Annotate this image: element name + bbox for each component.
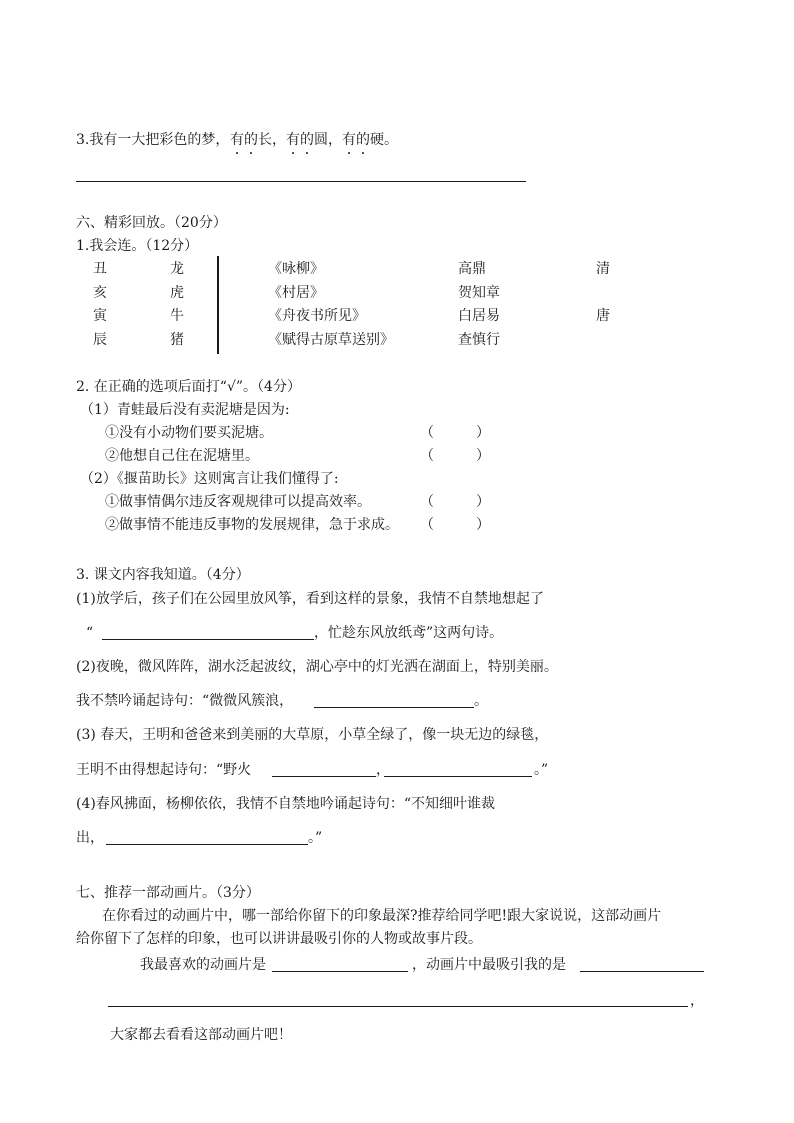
section-7-attraction-label: ，动画片中最吸引我的是 [412,957,566,973]
zodiac-left-4: 辰 [93,332,107,348]
q5-3-stress-3: 有的 [342,132,370,148]
q6-3-item-1: (1)放学后，孩子们在公园里放风筝，看到这样的景象，我情不自禁地想起了 [76,591,544,607]
zodiac-right-3: 牛 [170,308,184,324]
q6-3-item-3b-end: 。” [534,762,549,778]
q6-3-item-4b-end: 。” [308,830,323,846]
answer-line-long[interactable] [108,1006,688,1007]
zodiac-right-4: 猪 [170,332,184,348]
q5-3-start: 3.我有一大把彩色的梦， [76,132,230,148]
q6-2-option-2b: ②做事情不能违反事物的发展规律，急于求成。 [105,517,399,533]
zodiac-left-3: 寅 [93,308,107,324]
q6-3-item-4: (4)春风拂面，杨柳依依，我情不自禁地吟诵起诗句：“不知细叶谁裁 [76,796,495,812]
zodiac-right-1: 龙 [170,261,184,277]
q5-3-stress-2: 有的 [286,132,314,148]
emphasis-dot [362,152,364,154]
poem-title-1: 《咏柳》 [268,261,324,277]
answer-paren[interactable]: （ ） [420,494,490,510]
q6-2-title: 2. 在正确的选项后面打“√”。（4分） [76,379,301,395]
poet-1: 高鼎 [458,261,486,277]
zodiac-left-1: 丑 [93,261,107,277]
dynasty-1: 清 [596,261,610,277]
answer-line[interactable] [314,707,474,708]
answer-paren[interactable]: （ ） [420,517,490,533]
emphasis-dot [292,152,294,154]
section-7-closing: 大家都去看看这部动画片吧！ [110,1027,292,1043]
q6-3-title: 3. 课文内容我知道。（4分） [76,567,250,583]
answer-paren[interactable]: （ ） [420,425,490,441]
section-7-intro-1: 在你看过的动画片中，哪一部给你留下的印象最深?推荐给同学吧!跟大家说说，这部动画片 [102,908,662,924]
emphasis-dot [250,152,252,154]
section-7-comma: ， [690,993,704,1009]
poem-title-4: 《赋得古原草送别》 [268,332,394,348]
answer-line[interactable] [272,776,376,777]
poem-title-3: 《舟夜书所见》 [268,308,366,324]
q6-2-part-1: （1）青蛙最后没有卖泥塘是因为: [80,402,290,418]
answer-line[interactable] [106,844,308,845]
q5-3-word-3: 硬。 [370,132,398,148]
q6-3-item-3: (3) 春天，王明和爸爸来到美丽的大草原，小草全绿了，像一块无边的绿毯， [76,727,549,743]
q6-2-option-1a: ①没有小动物们要买泥塘。 [105,425,273,441]
q6-3-item-2: (2)夜晚，微风阵阵，湖水泛起波纹，湖心亭中的灯光洒在湖面上，特别美丽。 [76,659,558,675]
dynasty-2: 唐 [596,308,610,324]
q6-2-option-1b: ②他想自己住在泥塘里。 [105,448,259,464]
q6-3-item-2b-end: 。 [474,693,488,709]
emphasis-dot [236,152,238,154]
q6-3-item-3b-comma: ， [376,762,390,778]
section-7-favorite-label: 我最喜欢的动画片是 [140,957,266,973]
q6-3-item-4b: 出， [76,830,104,846]
section-7-title: 七、推荐一部动画片。（3分） [76,885,260,901]
answer-line[interactable] [102,639,314,640]
q5-3-stress-1: 有的 [230,132,258,148]
q5-3-word-2: 圆， [314,132,342,148]
answer-line-q5-3[interactable] [76,181,526,182]
section-6-title: 六、精彩回放。（20分） [76,215,227,231]
q5-3-word-1: 长， [258,132,286,148]
q6-2-part-2: （2）《揠苗助长》这则寓言让我们懂得了: [80,471,339,487]
answer-line-attraction[interactable] [580,971,704,972]
poem-title-2: 《村居》 [268,285,324,301]
poet-2: 贺知章 [458,285,500,301]
zodiac-right-2: 虎 [170,285,184,301]
matching-divider [217,256,219,354]
q6-3-item-2b: 我不禁吟诵起诗句：“微微风簇浪， [76,693,294,709]
q6-3-item-1-open: “ [86,625,94,641]
poet-3: 白居易 [458,308,500,324]
q6-2-option-2a: ①做事情偶尔违反客观规律可以提高效率。 [105,494,371,510]
zodiac-left-2: 亥 [93,285,107,301]
poet-4: 查慎行 [458,332,500,348]
answer-paren[interactable]: （ ） [420,448,490,464]
section-7-intro-2: 给你留下了怎样的印象，也可以讲讲最吸引你的人物或故事片段。 [76,931,482,947]
emphasis-dot [306,152,308,154]
emphasis-dot [348,152,350,154]
q6-3-item-3b: 王明不由得想起诗句：“野火 [76,762,252,778]
q6-1-title: 1.我会连。（12分） [76,238,199,254]
answer-line-favorite[interactable] [272,971,408,972]
answer-line[interactable] [384,776,532,777]
q6-3-item-1-close: ，忙趁东风放纸鸢”这两句诗。 [314,625,504,641]
